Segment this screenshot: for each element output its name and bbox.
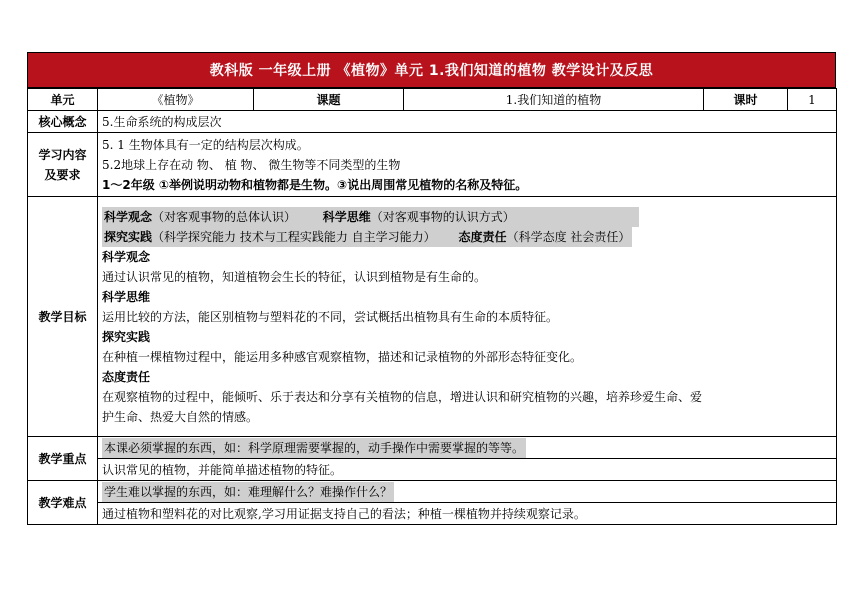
difficulties-hint: 学生难以掌握的东西，如：难理解什么？难操作什么？ <box>102 482 394 502</box>
difficulties-label: 教学难点 <box>28 481 98 525</box>
unit-label: 单元 <box>28 89 98 111</box>
goal-section-4-text-line2: 护生命、热爱大自然的情感。 <box>102 409 259 424</box>
goal-section-2-text: 运用比较的方法，能区别植物与塑料花的不同，尝试概括出植物具有生命的本质特征。 <box>102 309 559 324</box>
learning-content-line2: 5.2地球上存在动 物、 植 物、 微生物等不同类型的生物 <box>102 157 401 172</box>
goals-hint1-term2: 科学思维 <box>322 209 371 224</box>
learning-content-label <box>28 133 98 197</box>
goals-hint1-term1: 科学观念 <box>104 209 153 224</box>
core-concept-value: 5.生命系统的构成层次 <box>98 111 837 133</box>
goals-hint-line1 <box>102 207 832 227</box>
goal-section-2-title: 科学思维 <box>102 289 151 304</box>
key-points-label: 教学重点 <box>28 437 98 481</box>
goals-hint1-desc2: （对客观事物的认识方式） <box>370 209 515 224</box>
goals-hint2-term1: 探究实践 <box>104 229 153 244</box>
learning-content-line3: 1～2年级 ①举例说明动物和植物都是生物。③说出周围常见植物的名称及特征。 <box>102 177 528 192</box>
key-points-hint: 本课必须掌握的东西，如：科学原理需要掌握的，动手操作中需要掌握的等等。 <box>102 438 526 458</box>
lesson-plan-table <box>27 88 837 525</box>
teaching-goals-value <box>98 197 837 437</box>
goals-hint1-desc1: （对客观事物的总体认识） <box>152 209 297 224</box>
period-value: 1 <box>788 89 837 111</box>
learning-content-line1: 5. 1 生物体具有一定的结构层次构成。 <box>102 137 309 152</box>
goal-section-3-text: 在种植一棵植物过程中，能运用多种感官观察植物，描述和记录植物的外部形态特征变化。 <box>102 349 583 364</box>
teaching-goals-row <box>28 197 837 437</box>
key-points-text: 认识常见的植物，并能简单描述植物的特征。 <box>98 459 837 481</box>
goal-section-3-title: 探究实践 <box>102 329 151 344</box>
difficulties-text-row <box>28 503 837 525</box>
key-points-hint-cell <box>98 437 837 459</box>
page-title: 教科版 一年级上册 《植物》单元 1.我们知道的植物 教学设计及反思 <box>27 52 836 88</box>
difficulties-text: 通过植物和塑料花的对比观察,学习用证据支持自己的看法；种植一棵植物并持续观察记录。 <box>98 503 837 525</box>
learning-content-label-line1: 学习内容 <box>38 147 87 162</box>
goals-hint2-term2: 态度责任 <box>458 229 507 244</box>
goals-hint1-highlight <box>102 207 639 227</box>
lesson-value: 1.我们知道的植物 <box>404 89 704 111</box>
header-row <box>28 89 837 111</box>
goals-hint2-desc2: （科学态度 社会责任） <box>506 229 631 244</box>
key-points-hint-row <box>28 437 837 459</box>
lesson-plan-sheet <box>27 52 836 525</box>
goal-section-4-text-line1: 在观察植物的过程中，能倾听、乐于表达和分享有关植物的信息，增进认识和研究植物的兴趣，培养珍爱生命、爱 <box>102 389 703 404</box>
period-label: 课时 <box>704 89 788 111</box>
difficulties-hint-row <box>28 481 837 503</box>
goals-hint-line2 <box>102 227 832 247</box>
goal-section-1-title: 科学观念 <box>102 249 151 264</box>
core-concept-row <box>28 111 837 133</box>
key-points-text-row <box>28 459 837 481</box>
unit-value: 《植物》 <box>98 89 254 111</box>
goal-section-1-text: 通过认识常见的植物，知道植物会生长的特征，认识到植物是有生命的。 <box>102 269 487 284</box>
goals-hint2-highlight <box>102 227 632 247</box>
goals-hint2-desc1: （科学探究能力 技术与工程实践能力 自主学习能力） <box>152 229 436 244</box>
core-concept-label: 核心概念 <box>28 111 98 133</box>
learning-content-label-line2: 及要求 <box>44 167 81 182</box>
goal-section-4-title: 态度责任 <box>102 369 151 384</box>
lesson-label: 课题 <box>254 89 404 111</box>
teaching-goals-label: 教学目标 <box>28 197 98 437</box>
learning-content-row <box>28 133 837 197</box>
difficulties-hint-cell <box>98 481 837 503</box>
learning-content-value <box>98 133 837 197</box>
